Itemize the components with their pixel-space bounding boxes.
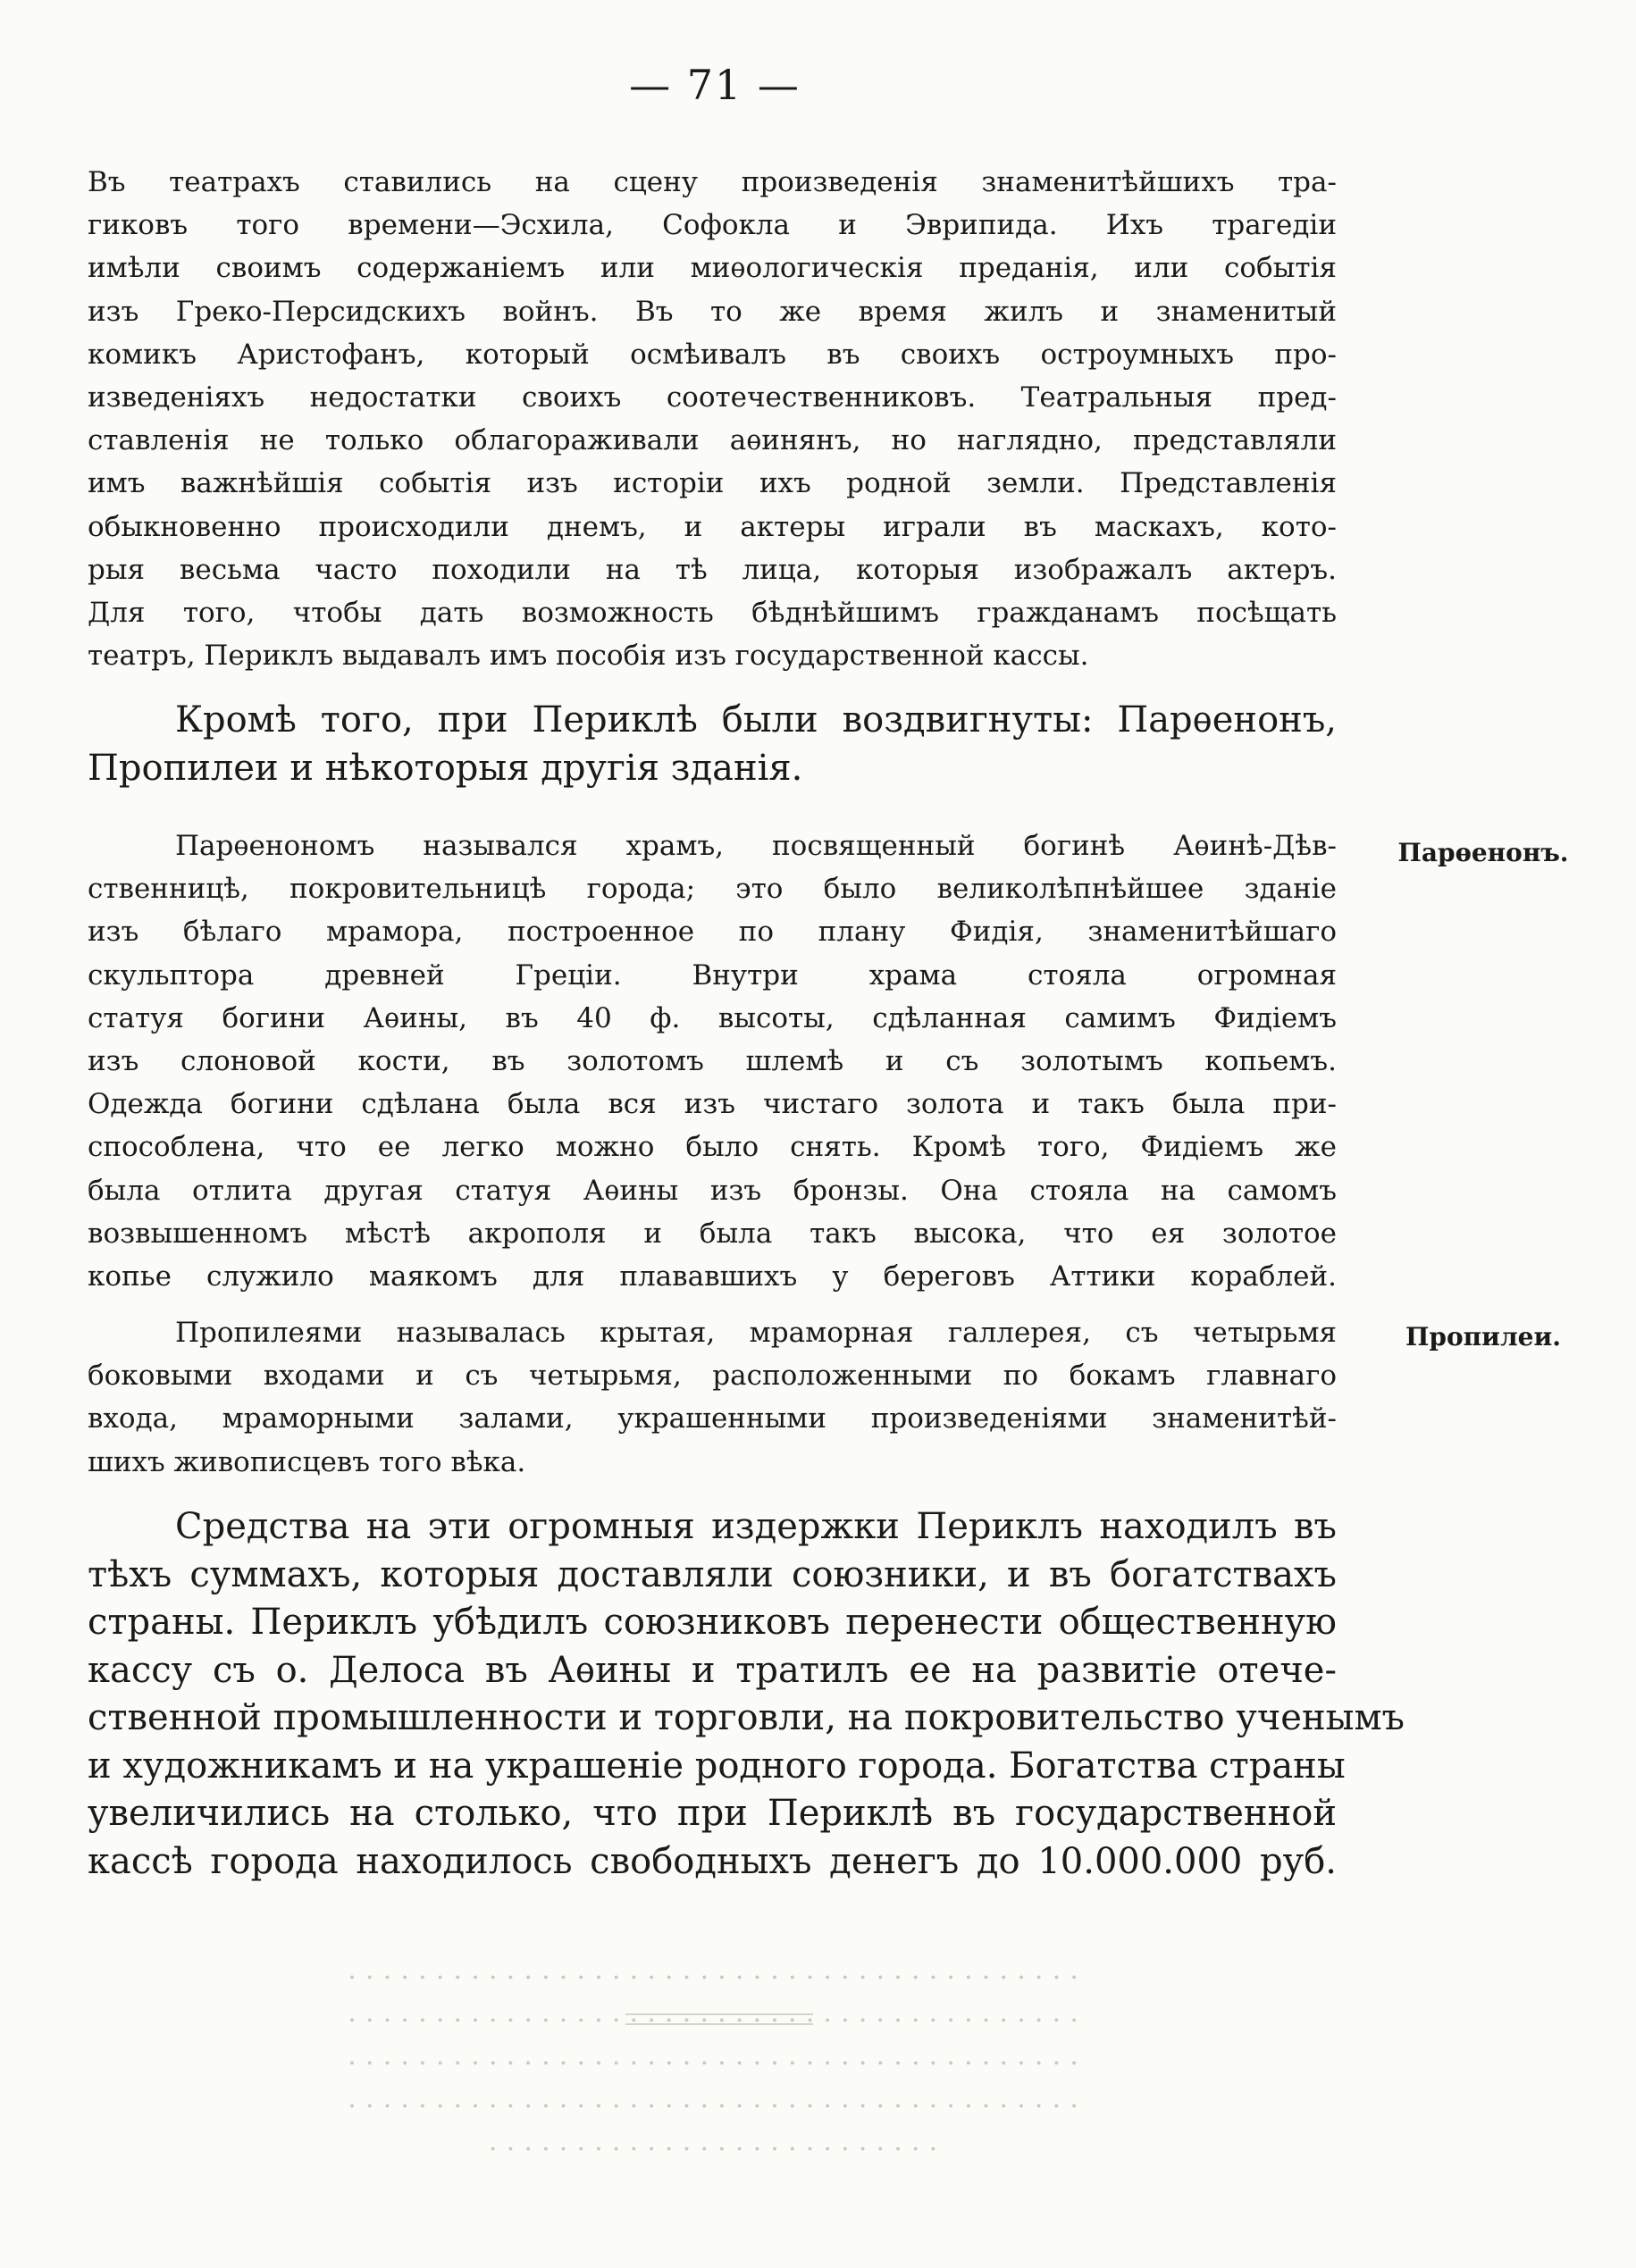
text-line: способлена, что ее легко можно было снять. Кромѣ того, Фидіемъ же: [88, 1131, 1337, 1164]
text-line: боковыми входами и съ четырьмя, расположенными по бокамъ главнаго: [88, 1360, 1337, 1393]
text-line: обыкновенно происходили днемъ, и актеры играли въ маскахъ, кото-: [88, 510, 1337, 543]
text-line: Пропилеи и нѣкоторыя другія зданія.: [88, 747, 803, 789]
paragraph-propylaea: [88, 1311, 1337, 1484]
text-line: изъ Греко-Персидскихъ войнъ. Въ то же время жилъ и знаменитый: [88, 295, 1337, 328]
text-line: кассу съ о. Делоса въ Аѳины и тратилъ ее на развитіе отече-: [88, 1649, 1337, 1691]
text-line: увеличились на столько, что при Периклѣ въ государственной: [88, 1793, 1337, 1834]
text-line: шихъ живописцевъ того вѣка.: [88, 1445, 526, 1478]
text-line: гиковъ того времени—Эсхила, Софокла и Эврипида. Ихъ трагедіи: [88, 209, 1337, 242]
text-line: была отлита другая статуя Аѳины изъ бронзы. Она стояла на самомъ: [88, 1174, 1337, 1207]
text-line: Парѳенономъ назывался храмъ, посвященный богинѣ Аѳинѣ-Дѣв-: [175, 830, 1337, 862]
paragraph-buildings: [88, 697, 1337, 792]
text-line: изведеніяхъ недостатки своихъ соотечественниковъ. Театральныя пред-: [88, 381, 1337, 414]
text-line: возвышенномъ мѣстѣ акрополя и была такъ высока, что ея золотое: [88, 1217, 1337, 1250]
text-line: страны. Периклъ убѣдилъ союзниковъ перенести общественную: [88, 1602, 1337, 1643]
text-line: Въ театрахъ ставились на сцену произведенія знаменитѣйшихъ тра-: [88, 166, 1337, 198]
text-line: рыя весьма часто походили на тѣ лица, которыя изображалъ актеръ.: [88, 553, 1337, 586]
text-line: входа, мраморными залами, украшенными произведеніями знаменитѣй-: [88, 1402, 1337, 1435]
text-line: Для того, чтобы дать возможность бѣднѣйшимъ гражданамъ посѣщать: [88, 597, 1337, 630]
paragraph-parthenon: [88, 824, 1337, 1298]
margin-note-propylaea: Пропилеи.: [1405, 1322, 1562, 1352]
text-line: театръ, Периклъ выдавалъ имъ пособія изъ государственной кассы.: [88, 640, 1089, 673]
text-line: кассѣ города находилось свободныхъ денегъ до 10.000.000 руб.: [88, 1840, 1337, 1882]
text-line: Одежда богини сдѣлана была вся изъ чистаго золота и такъ была при-: [88, 1088, 1337, 1121]
text-line: и художникамъ и на украшеніе родного города. Богатства страны: [88, 1745, 1346, 1787]
page-number: — 71 —: [629, 61, 801, 109]
text-line: Средства на эти огромныя издержки Периклъ находилъ въ: [175, 1506, 1337, 1547]
text-line: скульптора древней Греціи. Внутри храма стояла огромная: [88, 958, 1337, 992]
text-line: изъ бѣлаго мрамора, построенное по плану Фидія, знаменитѣйшаго: [88, 916, 1337, 949]
margin-note-parthenon: Парѳенонъ.: [1397, 838, 1569, 867]
text-line: имъ важнѣйшія событія изъ исторіи ихъ родной земли. Представленія: [88, 467, 1337, 500]
text-line: комикъ Аристофанъ, который осмѣивалъ въ своихъ остроумныхъ про-: [88, 338, 1337, 371]
text-line: тѣхъ суммахъ, которыя доставляли союзники, и въ богатствахъ: [88, 1553, 1337, 1595]
paragraph-theatres: [88, 161, 1337, 677]
text-line: ственной промышленности и торговли, на покровительство ученымъ: [88, 1697, 1405, 1738]
bleed-through-text: · · · · · · · · · · · · · · · · · · · · · · · · · · · · · · · · · · · · · · · · · · · · · · · · · · · · · · · · · · · · · · · · · · · · · · · · · · · · · · · · · · · · · · · · · · · · · · · · · · · · · · · · · · · · · · · · · · · · · · · · · · · · · · · · · · · · · · · · · · · · · · · · · · · · · · · · · · · · · · · · · · · · · · · · · · · · · · · · · · · · · · · · · · · · · · · · · ·: [348, 1962, 1078, 2165]
text-line: статуя богини Аѳины, въ 40 ф. высоты, сдѣланная самимъ Фидіемъ: [88, 1001, 1337, 1034]
text-line: Пропилеями называлась крытая, мраморная галлерея, съ четырьмя: [175, 1317, 1337, 1349]
paragraph-funds: [88, 1503, 1405, 1886]
bleed-through-rule: [625, 2013, 813, 2025]
text-line: копье служило маякомъ для плававшихъ у береговъ Аттики кораблей.: [88, 1260, 1337, 1293]
text-line: изъ слоновой кости, въ золотомъ шлемѣ и съ золотымъ копьемъ.: [88, 1045, 1337, 1078]
text-line: ставленія не только облагораживали аѳинянъ, но наглядно, представляли: [88, 424, 1337, 457]
text-line: имѣли своимъ содержаніемъ или миѳологическія преданія, или событія: [88, 252, 1337, 285]
text-line: Кромѣ того, при Периклѣ были воздвигнуты: Парѳенонъ,: [175, 699, 1337, 741]
text-line: ственницѣ, покровительницѣ города; это было великолѣпнѣйшее зданіе: [88, 873, 1337, 906]
